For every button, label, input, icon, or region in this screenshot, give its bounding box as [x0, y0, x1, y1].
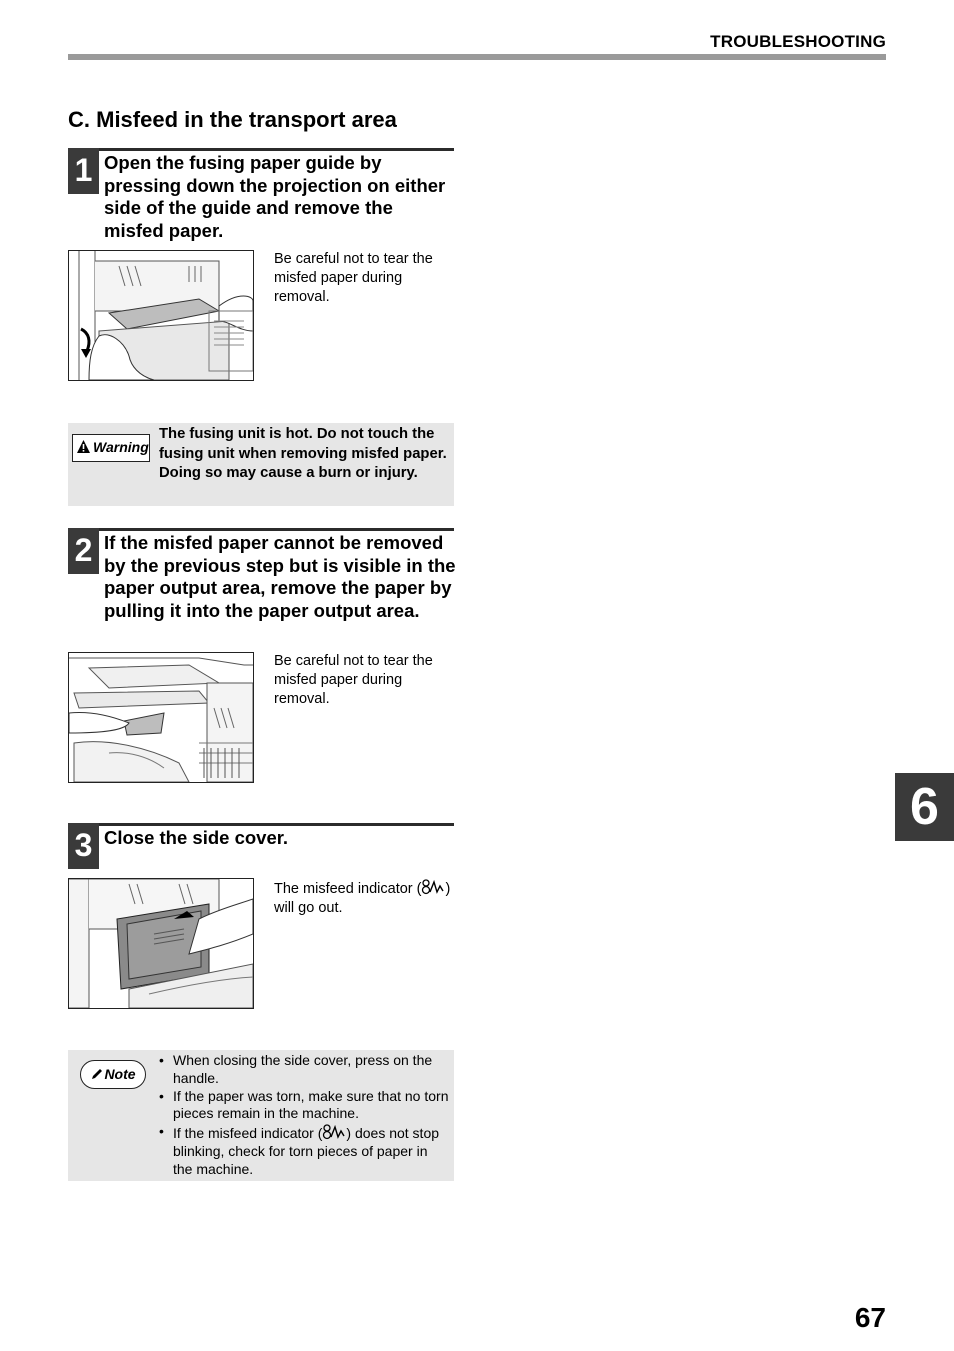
illustration-fusing-guide	[68, 250, 254, 381]
note-item: • If the paper was torn, make sure that no torn pieces remain in the machine.	[158, 1088, 450, 1124]
step-2	[68, 528, 454, 648]
step-rule	[68, 148, 454, 151]
note-text-before: If the misfeed indicator (	[173, 1125, 323, 1142]
step-1	[68, 148, 454, 248]
warning-badge	[72, 434, 150, 462]
caption-text-before: The misfeed indicator (	[274, 881, 422, 897]
misfeed-indicator-icon	[322, 1123, 346, 1141]
section-title: C. Misfeed in the transport area	[68, 107, 397, 132]
step-number: 3	[68, 823, 99, 869]
note-badge	[80, 1060, 146, 1089]
step-rule	[68, 528, 454, 531]
note-item	[158, 1123, 450, 1178]
warning-box	[68, 423, 454, 506]
caption-text-after: ) will go out.	[274, 881, 451, 916]
step-instruction: If the misfed paper cannot be removed by the previous step but is visible in the paper output area, remove the paper by pulling it into the paper output area.	[104, 532, 456, 621]
step-caption: Be careful not to tear the misfed paper during removal.	[274, 653, 433, 707]
step-number: 1	[68, 148, 99, 194]
page-number: 67	[854, 1302, 886, 1333]
illustration-paper-output	[68, 652, 254, 783]
step-number: 2	[68, 528, 99, 574]
note-item: • When closing the side cover, press on the handle.	[158, 1052, 450, 1088]
note-box	[68, 1050, 454, 1181]
warning-triangle-icon	[76, 439, 91, 454]
header-rule	[68, 54, 886, 60]
misfeed-indicator-icon	[421, 878, 445, 896]
warning-label: Warning	[93, 439, 149, 455]
step-instruction: Open the fusing paper guide by pressing down the projection on either side of the guide and remove the misfed paper.	[104, 152, 446, 241]
chapter-tab: 6	[895, 773, 954, 841]
illustration-side-cover	[68, 878, 254, 1009]
note-list	[158, 1052, 450, 1179]
step-rule	[68, 823, 454, 826]
warning-text: The fusing unit is hot. Do not touch the fusing unit when removing misfed paper. Doing so may cause a burn or injury.	[159, 426, 447, 481]
step-caption: Be careful not to tear the misfed paper during removal.	[274, 251, 433, 305]
pencil-icon	[90, 1067, 104, 1081]
running-header: TROUBLESHOOTING	[710, 32, 886, 51]
step-caption	[274, 878, 456, 918]
note-label: Note	[104, 1066, 136, 1082]
note-text-after: ) does not stop blinking, check for torn pieces of paper in the machine.	[173, 1125, 440, 1177]
step-3	[68, 823, 454, 869]
step-instruction: Close the side cover.	[104, 827, 289, 848]
